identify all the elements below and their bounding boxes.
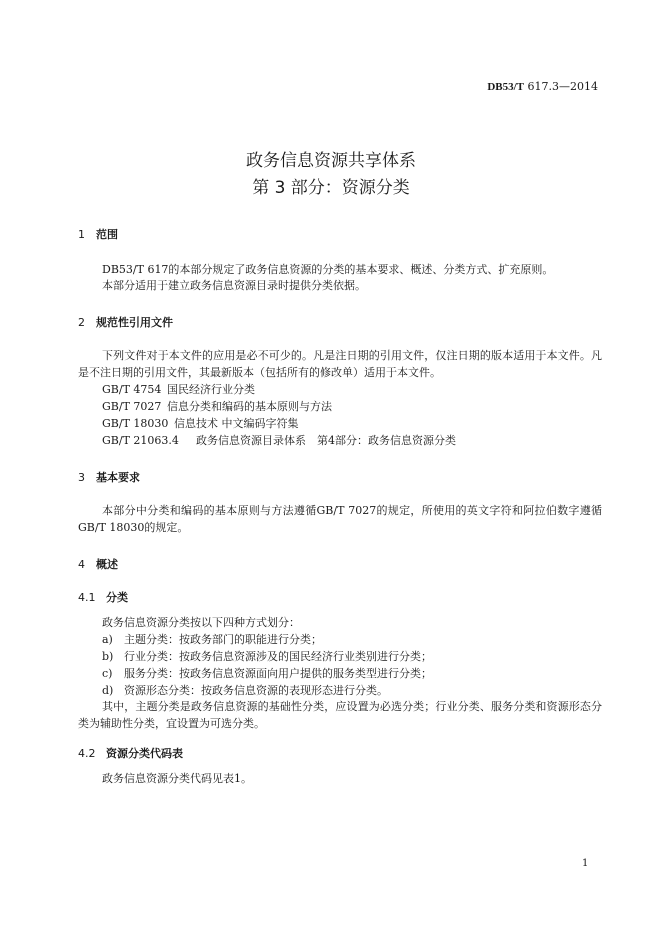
reference-item: GB/T 21063.4 政务信息资源目录体系 第4部分：政务信息资源分类 xyxy=(102,434,456,447)
reference-item: GB/T 4754 国民经济行业分类 xyxy=(102,383,255,396)
list-item: b) 行业分类：按政务信息资源涉及的国民经济行业类别进行分类； xyxy=(102,650,432,663)
subsection-4-1-heading: 4.1 分类 xyxy=(78,591,128,604)
section-2-heading: 2 规范性引用文件 xyxy=(78,316,173,329)
subsection-4-2-heading: 4.2 资源分类代码表 xyxy=(78,747,183,760)
doc-title-line1: 政务信息资源共享体系 xyxy=(246,151,416,171)
doc-title-line2: 第 3 部分：资源分类 xyxy=(252,178,410,198)
section-1-para-2: 本部分适用于建立政务信息资源目录时提供分类依据。 xyxy=(102,279,366,292)
list-item: a) 主题分类：按政务部门的职能进行分类； xyxy=(102,633,322,646)
reference-item: GB/T 7027 信息分类和编码的基本原则与方法 xyxy=(102,400,332,413)
document-code: DB53/T 617.3—2014 xyxy=(487,80,598,93)
section-1-heading: 1 范围 xyxy=(78,228,118,241)
reference-item: GB/T 18030 信息技术 中文编码字符集 xyxy=(102,417,299,430)
subsection-4-2-para: 政务信息资源分类代码见表1。 xyxy=(102,772,252,785)
section-1-para-1: DB53/T 617的本部分规定了政务信息资源的分类的基本要求、概述、分类方式、扩充原则。 xyxy=(102,263,554,276)
subsection-4-1-note: 其中，主题分类是政务信息资源的基础性分类，应设置为必选分类；行业分类、服务分类和资源形态分类为辅助性分类，宜设置为可选分类。 xyxy=(78,700,602,730)
section-3-heading: 3 基本要求 xyxy=(78,471,140,484)
page-number: 1 xyxy=(582,858,589,869)
list-item: d) 资源形态分类：按政务信息资源的表现形态进行分类。 xyxy=(102,684,388,697)
subsection-4-1-intro: 政务信息资源分类按以下四种方式划分： xyxy=(102,616,300,629)
list-item: c) 服务分类：按政务信息资源面向用户提供的服务类型进行分类； xyxy=(102,667,432,680)
section-4-heading: 4 概述 xyxy=(78,558,118,571)
section-3-para: 本部分中分类和编码的基本原则与方法遵循GB/T 7027的规定，所使用的英文字符和阿拉伯数字遵循GB/T 18030的规定。 xyxy=(78,504,602,534)
section-2-intro: 下列文件对于本文件的应用是必不可少的。凡是注日期的引用文件，仅注日期的版本适用于本文件。凡是不注日期的引用文件，其最新版本（包括所有的修改单）适用于本文件。 xyxy=(78,349,602,379)
